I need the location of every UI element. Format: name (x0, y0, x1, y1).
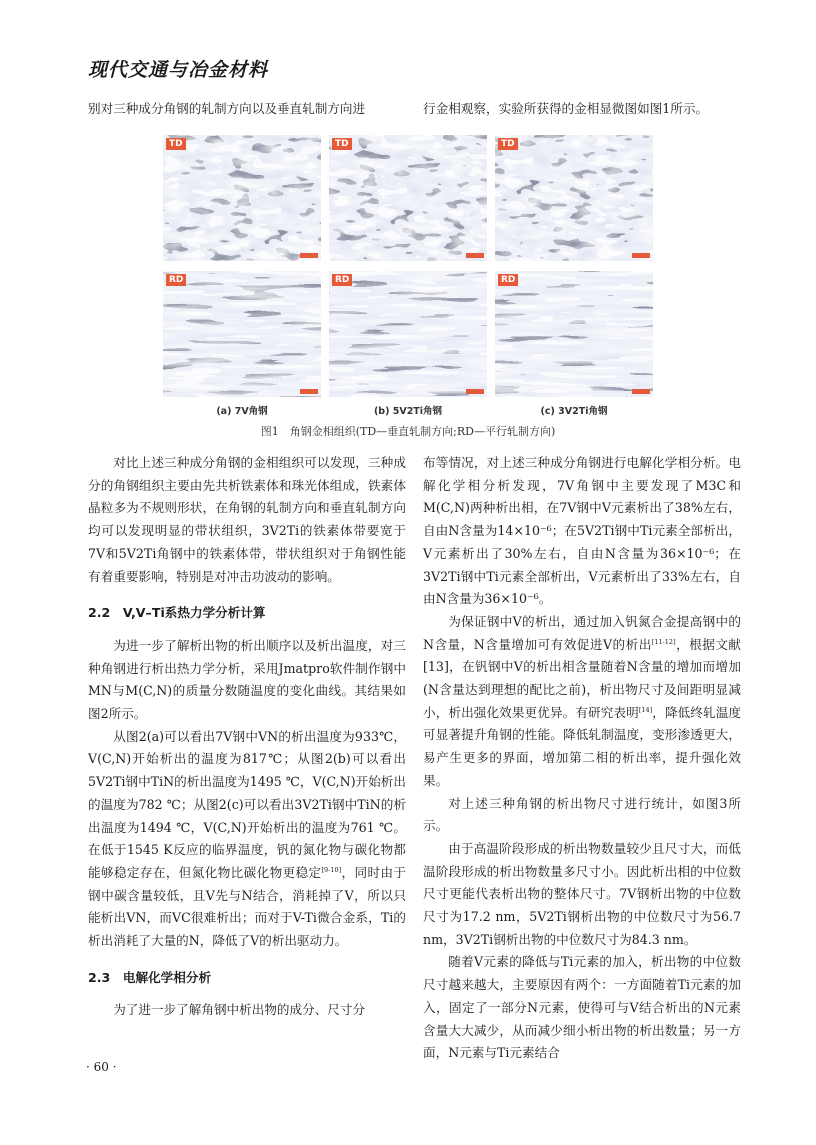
text-run: 为保证钢中V的析出，通过加入钒氮合金提高钢中的N含量，N含量增加可有效促进V的析出 (423, 613, 741, 652)
scale-bar (466, 253, 484, 258)
paragraph: 为了进一步了解角钢中析出物的成分、尺寸分 (113, 1002, 366, 1018)
figure-sublabels (163, 403, 653, 417)
micrograph-grid (163, 135, 653, 397)
micrograph-7v-td (163, 135, 321, 261)
panel-label-rd: RD (166, 274, 186, 286)
paragraph: 对上述三种角钢的析出物尺寸进行统计，如图3所示。 (423, 795, 741, 834)
citation: [9-10] (321, 865, 342, 874)
paragraph (423, 611, 741, 793)
paragraph: 对比上述三种成分角钢的金相组织可以发现，三种成分的角钢组织主要由先共析铁素体和珠光体组成，铁素体晶粒多为不规则形状，在角钢的轧制方向和垂直轧制方向均可以发现明显的带状组织，3V2Ti的铁素体带要宽于7V和5V2Ti角钢中的铁素体带，带状组织对于角钢性能有着重要影响，特别是对冲击功波动的影响。 (88, 455, 406, 584)
page-number: · 60 · (86, 1060, 117, 1074)
panel-label-rd: RD (332, 274, 352, 286)
right-column-top-line: 行金相观察，实验所获得的金相显微图如图1所示。 (423, 101, 709, 116)
scale-bar (300, 253, 318, 258)
panel-label-td: TD (332, 138, 352, 150)
scale-bar (300, 389, 318, 394)
micrograph-3v2ti-rd (495, 271, 653, 397)
micrograph-3v2ti-td (495, 135, 653, 261)
figure-1 (163, 135, 653, 439)
left-column (88, 452, 406, 1022)
figure-caption: 图1 角钢金相组织(TD—垂直轧制方向;RD—平行轧制方向) (260, 425, 556, 438)
journal-logo: 现代交通与冶金材料 (88, 59, 269, 81)
micrograph-7v-rd (163, 271, 321, 397)
paragraph: 为进一步了解析出物的析出顺序以及析出温度，对三种角钢进行析出热力学分析，采用Jmatpro软件制作钢中MN与M(C,N)的质量分数随温度的变化曲线。其结果如图2所示。 (88, 637, 406, 722)
scale-bar (632, 389, 650, 394)
text-run: 从图2(a)可以看出7V钢中VN的析出温度为933℃，V(C,N)开始析出的温度为817℃；从图2(b)可以看出5V2Ti钢中TiN的析出温度为1495 ℃，V(C,N)开始析出的温度为782 ℃；从图2(c)可以看出3V2Ti钢中TiN的析出温度为1494 ℃，V(C,N)开始析出的温度为761 ℃。在低于1545 K反应的临界温度，钒的氮化物与碳化物都能够稳定存在，但氮化物比碳化物更稳定 (88, 728, 406, 880)
micrograph-5v2ti-td (329, 135, 487, 261)
sublabel-b: (b) 5V2Ti角钢 (373, 406, 443, 417)
panel-label-rd: RD (498, 274, 518, 286)
micrograph-5v2ti-rd (329, 271, 487, 397)
text-run: ，同时由于钢中碳含量较低，且V先与N结合，消耗掉了V，所以只能析出VN，而VC很难析出；而对于V-Ti微合金系，Ti的析出消耗了大量的N，降低了V的析出驱动力。 (88, 864, 407, 949)
paragraph: 由于高温阶段形成的析出物数量较少且尺寸大，而低温阶段形成的析出物数量多尺寸小。因此析出相的中位数尺寸更能代表析出物的整体尺寸。7V钢析出物的中位数尺寸为17.2 nm，5V2Ti钢析出物的中位数尺寸为56.7 nm，3V2Ti钢析出物的中位数尺寸为84.3 nm。 (423, 840, 741, 947)
right-column (423, 452, 741, 1065)
section-heading-2-3: 2.3 电解化学相分析 (88, 969, 212, 985)
sublabel-a: (a) 7V角钢 (216, 406, 268, 417)
text-run: ，降低终轧温度可显著提升角钢的性能。降低轧制温度，变形渗透更大，易产生更多的界面，增加第二相的析出率，提升强化效果。 (423, 704, 742, 788)
panel-label-td: TD (498, 138, 518, 150)
scale-bar (466, 389, 484, 394)
section-heading-2-2: 2.2 V,V–Ti系热力学分析计算 (88, 605, 266, 621)
citation: [11-12] (651, 637, 676, 646)
left-column-top-line: 别对三种成分角钢的轧制方向以及垂直轧制方向进 (88, 101, 366, 116)
sublabel-c: (c) 3V2Ti角钢 (540, 406, 608, 417)
text-run: ，根据文献[13]，在钒钢中V的析出相含量随着N含量的增加而增加(N含量达到理想的配比之前)，析出物尺寸及间距明显减小，析出强化效果更优异。有研究表明 (423, 636, 742, 720)
paragraph: 随着V元素的降低与Ti元素的加入，析出物的中位数尺寸越来越大，主要原因有两个：一方面随着Ti元素的加入，固定了一部分N元素，使得可与V结合析出的N元素含量大大减少，从而减少细小析出物的析出数量；另一方面，N元素与Ti元素结合 (423, 954, 741, 1061)
paragraph (88, 726, 406, 953)
paragraph: 布等情况，对上述三种成分角钢进行电解化学相分析。电解化学相分析发现，7V角钢中主要发现了M3C和M(C,N)两种析出相，在7V钢中V元素析出了38%左右，自由N含量为14×10⁻⁶；在5V2Ti钢中Ti元素全部析出，V元素析出了30%左右，自由N含量为36×10⁻⁶；在3V2Ti钢中Ti元素全部析出，V元素析出了33%左右，自由N含量为36×10⁻⁶。 (423, 455, 741, 607)
panel-label-td: TD (166, 138, 186, 150)
citation: [14] (638, 705, 653, 714)
scale-bar (632, 253, 650, 258)
